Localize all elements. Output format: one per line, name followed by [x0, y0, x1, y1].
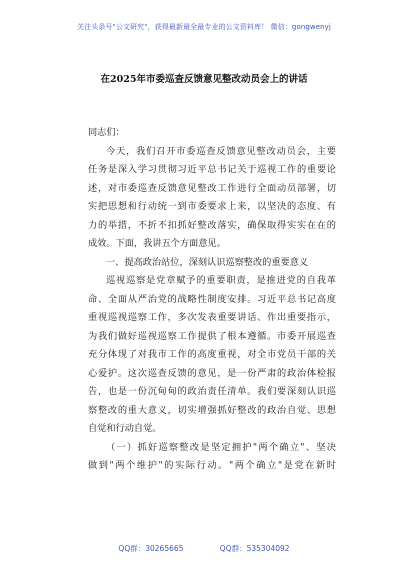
- document-body: [88, 124, 336, 476]
- footer-contact: [0, 543, 408, 554]
- subsection-heading: （一）抓好巡察整改是坚定拥护"两个确立"、坚决: [106, 441, 336, 453]
- body-line: 任务是深入学习贯彻习近平总书记关于巡视工作的重要论: [88, 164, 336, 175]
- salutation: 同志们：: [88, 127, 125, 138]
- body-line: 察整改的重大意义，切实增强抓好整改的政治自觉、思想: [88, 404, 336, 416]
- body-line: 力的举措，不折不扣抓好整改落实，确保取得实实在在的: [88, 219, 336, 231]
- body-line: 心爱护。这次巡查反馈的意见，是一份严肃的政治体检报: [88, 367, 336, 379]
- body-line: 实把思想和行动统一到市委要求上来，以坚决的态度、有: [88, 201, 336, 212]
- body-line: 巡视巡察是党章赋予的重要职责，是推进党的自我革: [106, 275, 336, 286]
- header-promo-note: 关注头条号"公文研究"，获得最新最全最专业的公文资料库！ 微信：gongwenyj: [77, 23, 331, 31]
- body-line: 为我们做好巡视巡察工作提供了根本遵循。市委开展巡查: [88, 330, 336, 342]
- section-heading: 一、提高政治站位，深刻认识巡察整改的重要意义: [106, 256, 309, 268]
- body-line: 今天，我们召开市委巡查反馈意见整改动员会，主要: [106, 145, 336, 157]
- body-line: 成效。下面，我讲五个方面意见。: [88, 238, 226, 249]
- body-line: 命、全面从严治党的战略性制度安排。习近平总书记高度: [88, 293, 336, 305]
- body-line: 自觉和行动自觉。: [88, 423, 162, 434]
- footer-qq-group-2: QQ群：535304092: [219, 544, 290, 553]
- document-title: 在2025年市委巡查反馈意见整改动员会上的讲话: [100, 74, 308, 85]
- body-line: 充分体现了对我市工作的高度重视，对全市党员干部的关: [88, 349, 336, 360]
- footer-qq-group-1: QQ群：30265665: [118, 544, 184, 553]
- body-line: 重视巡视巡察工作，多次发表重要讲话、作出重要指示，: [88, 312, 336, 323]
- body-line: 告，也是一份沉甸甸的政治责任清单。我们要深刻认识巡: [88, 386, 336, 397]
- body-line: 做到"两个维护"的实际行动。"两个确立"是党在新时: [88, 460, 336, 471]
- body-line: 述，对市委巡查反馈意见整改工作进行全面动员部署，切: [88, 182, 336, 194]
